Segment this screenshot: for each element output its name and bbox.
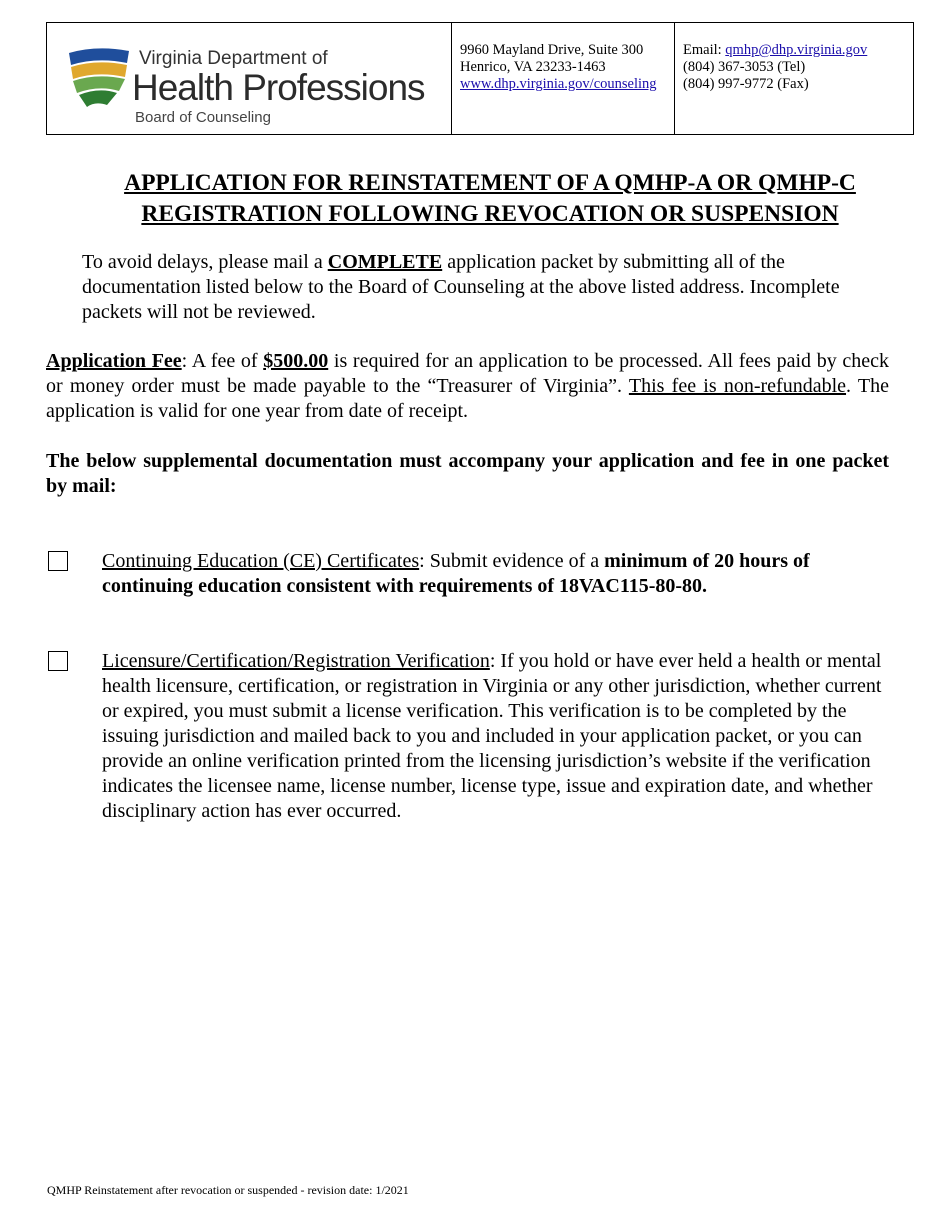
address-city: Henrico, VA 23233-1463 bbox=[460, 59, 606, 75]
logo-cell bbox=[47, 23, 452, 134]
telephone: (804) 367-3053 (Tel) bbox=[683, 59, 806, 75]
logo-line-2: Health Professions bbox=[132, 67, 425, 108]
logo-line-3: Board of Counseling bbox=[135, 109, 271, 126]
footer-revision: QMHP Reinstatement after revocation or suspended - revision date: 1/2021 bbox=[47, 1183, 409, 1197]
license-verification-item bbox=[102, 649, 892, 824]
email-label: Email: bbox=[683, 42, 726, 58]
license-item-text: : If you hold or have ever held a health or mental health licensure, certification, or registration in Virginia or any other jurisdiction, whether current or expired, you must submit a license verification. This verification is to be completed by the issuing jurisdiction and mailed back to you and included in your application packet, or you can provide an online verification printed from the licensing jurisdiction’s website if the verification indicates the licensee name, license number, license type, issue and expiration date, and whether disciplinary action has ever occurred. bbox=[102, 650, 882, 822]
intro-text: To avoid delays, please mail a bbox=[82, 251, 328, 273]
ce-certificates-checkbox[interactable] bbox=[48, 551, 68, 571]
ce-item-bold: minimum of 20 hours of continuing education consistent with requirements of 18VAC115-80-80. bbox=[102, 550, 810, 597]
fee-text-2: is required for an application to be processed. All fees paid by check or money order must be made payable to the “Treasurer of Virginia”. bbox=[46, 350, 889, 397]
fee-text-1: : A fee of bbox=[181, 350, 264, 372]
address-street: 9960 Mayland Drive, Suite 300 bbox=[460, 42, 644, 58]
intro-paragraph bbox=[82, 250, 882, 325]
fee-nonrefundable: This fee is non-refundable bbox=[628, 375, 847, 397]
contact-cell bbox=[675, 23, 913, 134]
fee-paragraph bbox=[46, 349, 889, 424]
header-table bbox=[46, 22, 914, 135]
intro-text-end: application packet by submitting all of the documentation listed below to the Board of Counseling at the above listed address. Incomplete packets will not be reviewed. bbox=[82, 251, 840, 323]
logo-line-1: Virginia Department of bbox=[139, 48, 328, 69]
license-item-label: Licensure/Certification/Registration Verification bbox=[102, 650, 490, 672]
supplemental-heading: The below supplemental documentation must accompany your application and fee in one packet by mail: bbox=[46, 450, 889, 497]
ce-item-text: : Submit evidence of a bbox=[419, 550, 605, 572]
fax: (804) 997-9772 (Fax) bbox=[683, 76, 809, 92]
dhp-logo-icon bbox=[67, 43, 133, 109]
intro-complete-emphasis: COMPLETE bbox=[327, 251, 443, 273]
fee-label: Application Fee bbox=[46, 350, 182, 372]
fee-amount: $500.00 bbox=[263, 350, 329, 372]
website-link[interactable]: www.dhp.virginia.gov/counseling bbox=[460, 76, 657, 92]
page-title bbox=[46, 168, 934, 230]
ce-item-label: Continuing Education (CE) Certificates bbox=[102, 550, 420, 572]
license-verification-checkbox[interactable] bbox=[48, 651, 68, 671]
email-link[interactable]: qmhp@dhp.virginia.gov bbox=[725, 42, 868, 58]
ce-certificates-item bbox=[102, 549, 892, 599]
fee-text-3: . The application is valid for one year from date of receipt. bbox=[46, 375, 889, 422]
title-line-1: APPLICATION FOR REINSTATEMENT OF A QMHP-A OR QMHP-C bbox=[124, 170, 856, 196]
title-line-2: REGISTRATION FOLLOWING REVOCATION OR SUSPENSION bbox=[141, 201, 839, 227]
address-cell bbox=[452, 23, 675, 134]
